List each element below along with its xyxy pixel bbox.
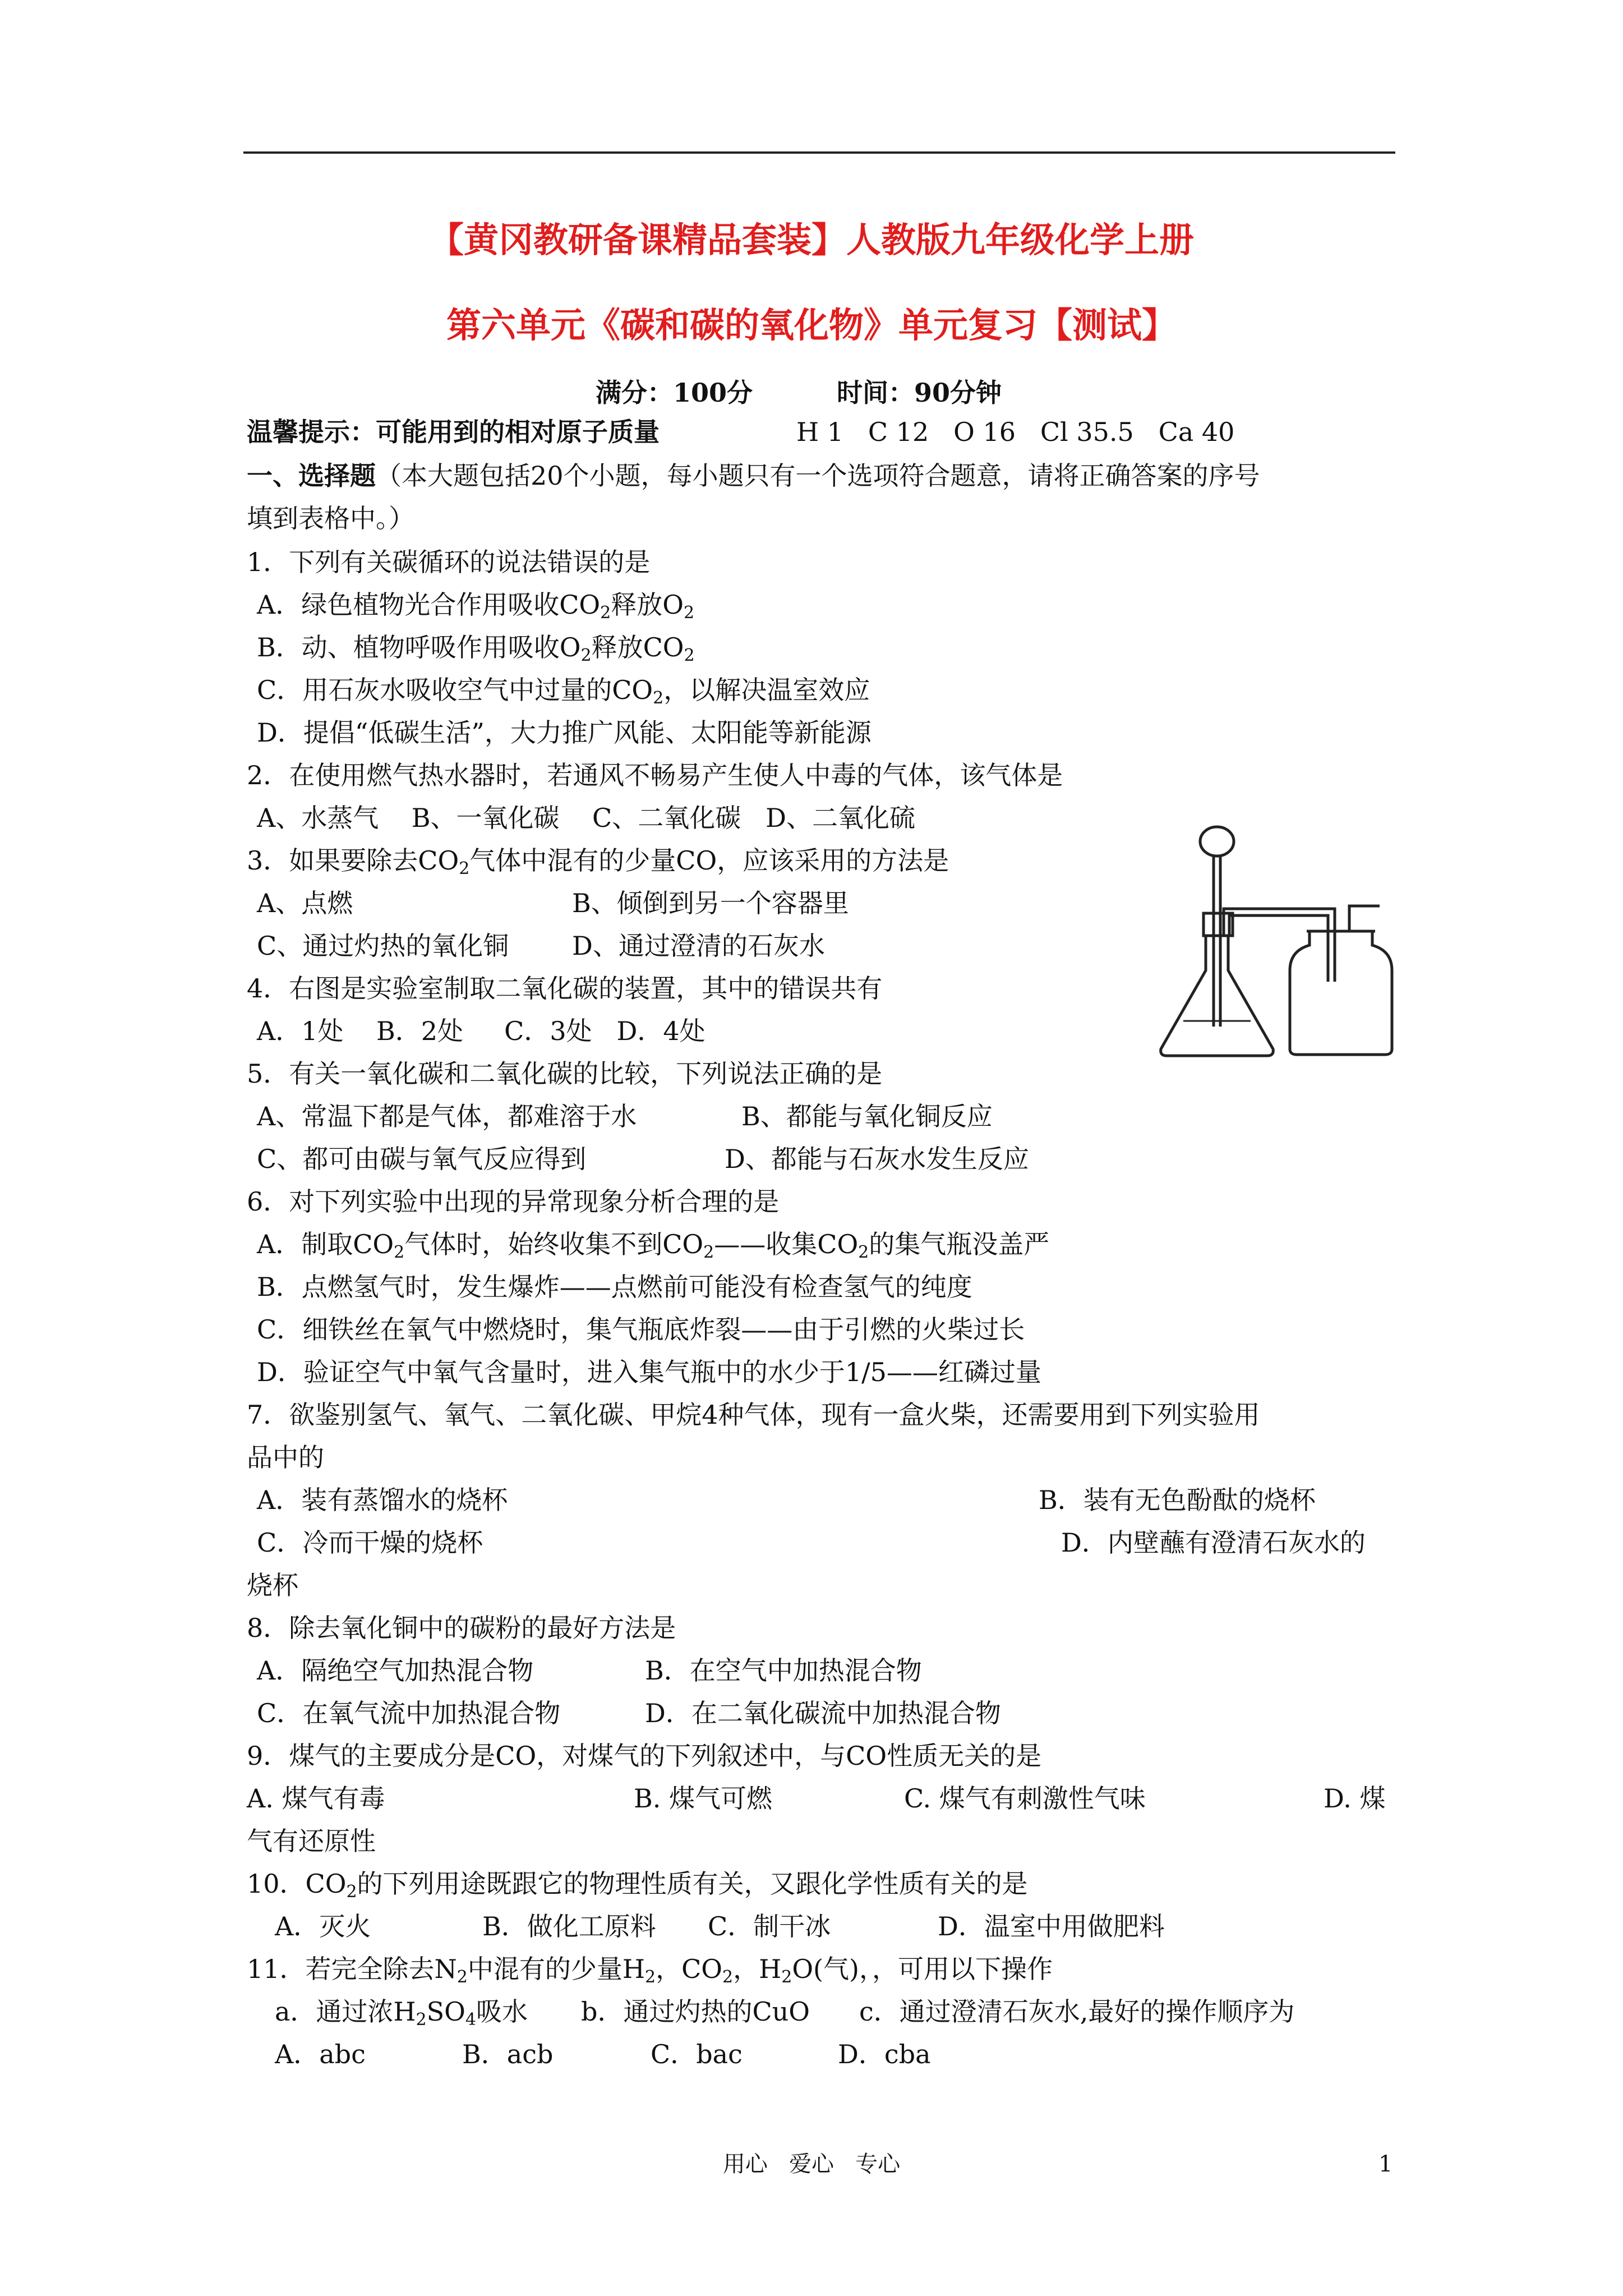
score-label: 满分：100分	[596, 378, 753, 408]
q7-option-d-cont: 烧杯	[247, 1570, 298, 1600]
q5-stem: 5．有关一氧化碳和二氧化碳的比较，下列说法正确的是	[247, 1059, 883, 1089]
page-number: 1	[1378, 2151, 1393, 2177]
q11-operation-a: a．通过浓$H_2SO_4$吸水	[275, 1996, 528, 2030]
q6-option-a: A．制取$CO_2$气体时，始终收集不到$CO_2——$收集$CO_2$的集气瓶没盖严	[257, 1229, 1050, 1262]
q4-options: A．1处 B．2处 C．3处 D．4处	[257, 1016, 706, 1046]
q10-option-d: D．温室中用做肥料	[938, 1911, 1165, 1941]
time-label: 时间：90分钟	[837, 378, 1002, 408]
q1-option-c: C．用石灰水吸收空气中过量的$CO_2$，以解决温室效应	[257, 675, 870, 708]
q1-option-d: D．提倡“低碳生活”，大力推广风能、太阳能等新能源	[257, 717, 872, 748]
q3-option-a: A、点燃	[257, 888, 353, 918]
q11-operation-c: c．通过澄清石灰水,最好的操作顺序为	[859, 1996, 1295, 2027]
q11-option-c: C．bac	[651, 2039, 743, 2069]
q10-option-c: C．制干冰	[708, 1911, 831, 1941]
title-line-1: 【黄冈教研备课精品套装】人教版九年级化学上册	[428, 219, 1194, 260]
q10-option-a: A．灭火	[275, 1911, 371, 1941]
q3-option-b: B、倾倒到另一个容器里	[572, 888, 849, 918]
q5-option-d: D、都能与石灰水发生反应	[725, 1144, 1029, 1174]
q2-stem: 2．在使用燃气热水器时，若通风不畅易产生使人中毒的气体，该气体是	[247, 760, 1063, 790]
gas-bottle	[1290, 931, 1392, 1055]
q9-option-d-cont: 气有还原性	[247, 1826, 376, 1856]
q9-option-a: A. 煤气有毒	[247, 1783, 385, 1814]
q7-option-a: A．装有蒸馏水的烧杯	[257, 1485, 508, 1515]
section-heading-cont: 填到表格中。）	[247, 503, 414, 533]
q1-option-b: B．动、植物呼吸作用吸收$O_2$释放$CO_2$	[257, 632, 695, 665]
conical-flask	[1161, 936, 1274, 1056]
q3-option-c: C、通过灼热的氧化铜	[257, 931, 509, 961]
title-line-2: 第六单元《碳和碳的氧化物》单元复习【测试】	[446, 305, 1177, 346]
q5-option-c: C、都可由碳与氧气反应得到	[257, 1144, 587, 1174]
funnel-bulb	[1200, 827, 1234, 856]
header-rule	[243, 151, 1395, 154]
q11-operation-b: b．通过灼热的CuO	[581, 1996, 810, 2027]
footer-text: 用心 爱心 专心	[722, 2151, 901, 2177]
q11-option-b: B．acb	[462, 2039, 554, 2069]
q8-option-b: B．在空气中加热混合物	[645, 1655, 922, 1686]
q10-option-b: B．做化工原料	[482, 1911, 656, 1941]
co2-apparatus-figure	[1150, 825, 1396, 1066]
q11-stem: 11．若完全除去$N_2$中混有的少量$H_2$，$CO_2$，$H_2O$(气)，，可用以下操作	[247, 1954, 1053, 1987]
q6-stem: 6．对下列实验中出现的异常现象分析合理的是	[247, 1186, 780, 1217]
hint-line	[247, 415, 660, 449]
q11-option-d: D．cba	[838, 2039, 931, 2069]
q3-stem: 3．如果要除去$CO_2$气体中混有的少量CO，应该采用的方法是	[247, 845, 949, 878]
q11-option-a: A．abc	[275, 2039, 366, 2069]
q1-option-a: A．绿色植物光合作用吸收$CO_2$释放$O_2$	[257, 590, 695, 623]
q8-option-c: C．在氧气流中加热混合物	[257, 1698, 561, 1728]
q7-option-d: D．内壁蘸有澄清石灰水的	[1061, 1527, 1366, 1558]
q9-option-b: B. 煤气可燃	[634, 1783, 773, 1814]
q9-stem: 9．煤气的主要成分是CO，对煤气的下列叙述中，与CO性质无关的是	[247, 1741, 1042, 1771]
q6-option-d: D．验证空气中氧气含量时，进入集气瓶中的水少于1/5——红磷过量	[257, 1357, 1041, 1387]
q7-option-b: B．装有无色酚酞的烧杯	[1039, 1485, 1316, 1515]
q8-stem: 8．除去氧化铜中的碳粉的最好方法是	[247, 1613, 676, 1643]
q2-options: A、水蒸气 B、一氧化碳 C、二氧化碳 D、二氧化硫	[257, 803, 915, 833]
q9-option-d: D. 煤	[1324, 1783, 1386, 1814]
q10-stem: 10．$CO_2$的下列用途既跟它的物理性质有关，又跟化学性质有关的是	[247, 1869, 1028, 1902]
section-heading-rest: （本大题包括20个小题，每小题只有一个选项符合题意，请将正确答案的序号	[376, 461, 1260, 491]
section-heading	[247, 459, 1260, 493]
q6-option-c: C．细铁丝在氧气中燃烧时，集气瓶底炸裂——由于引燃的火柴过长	[257, 1314, 1025, 1345]
atomic-masses: H 1 C 12 O 16 Cl 35.5 Ca 40	[796, 417, 1235, 447]
q4-stem: 4．右图是实验室制取二氧化碳的装置，其中的错误共有	[247, 973, 883, 1004]
q3-option-d: D、通过澄清的石灰水	[572, 931, 825, 961]
q7-stem: 7．欲鉴别氢气、氧气、二氧化碳、甲烷4种气体，现有一盒火柴，还需要用到下列实验用	[247, 1400, 1260, 1430]
q8-option-a: A．隔绝空气加热混合物	[257, 1655, 534, 1686]
q6-option-b: B．点燃氢气时，发生爆炸——点燃前可能没有检查氢气的纯度	[257, 1272, 972, 1302]
q5-option-a: A、常温下都是气体，都难溶于水	[257, 1101, 637, 1131]
q8-option-d: D．在二氧化碳流中加热混合物	[645, 1698, 1001, 1728]
hint-label: 温馨提示：可能用到的相对原子质量	[247, 417, 660, 447]
q9-option-c: C. 煤气有刺激性气味	[904, 1783, 1146, 1814]
section-heading-bold: 一、选择题	[247, 461, 376, 491]
q1-stem: 1．下列有关碳循环的说法错误的是	[247, 547, 651, 577]
q5-option-b: B、都能与氧化铜反应	[741, 1101, 993, 1131]
q7-stem-cont: 品中的	[247, 1442, 324, 1473]
q7-option-c: C．冷而干燥的烧杯	[257, 1527, 483, 1558]
